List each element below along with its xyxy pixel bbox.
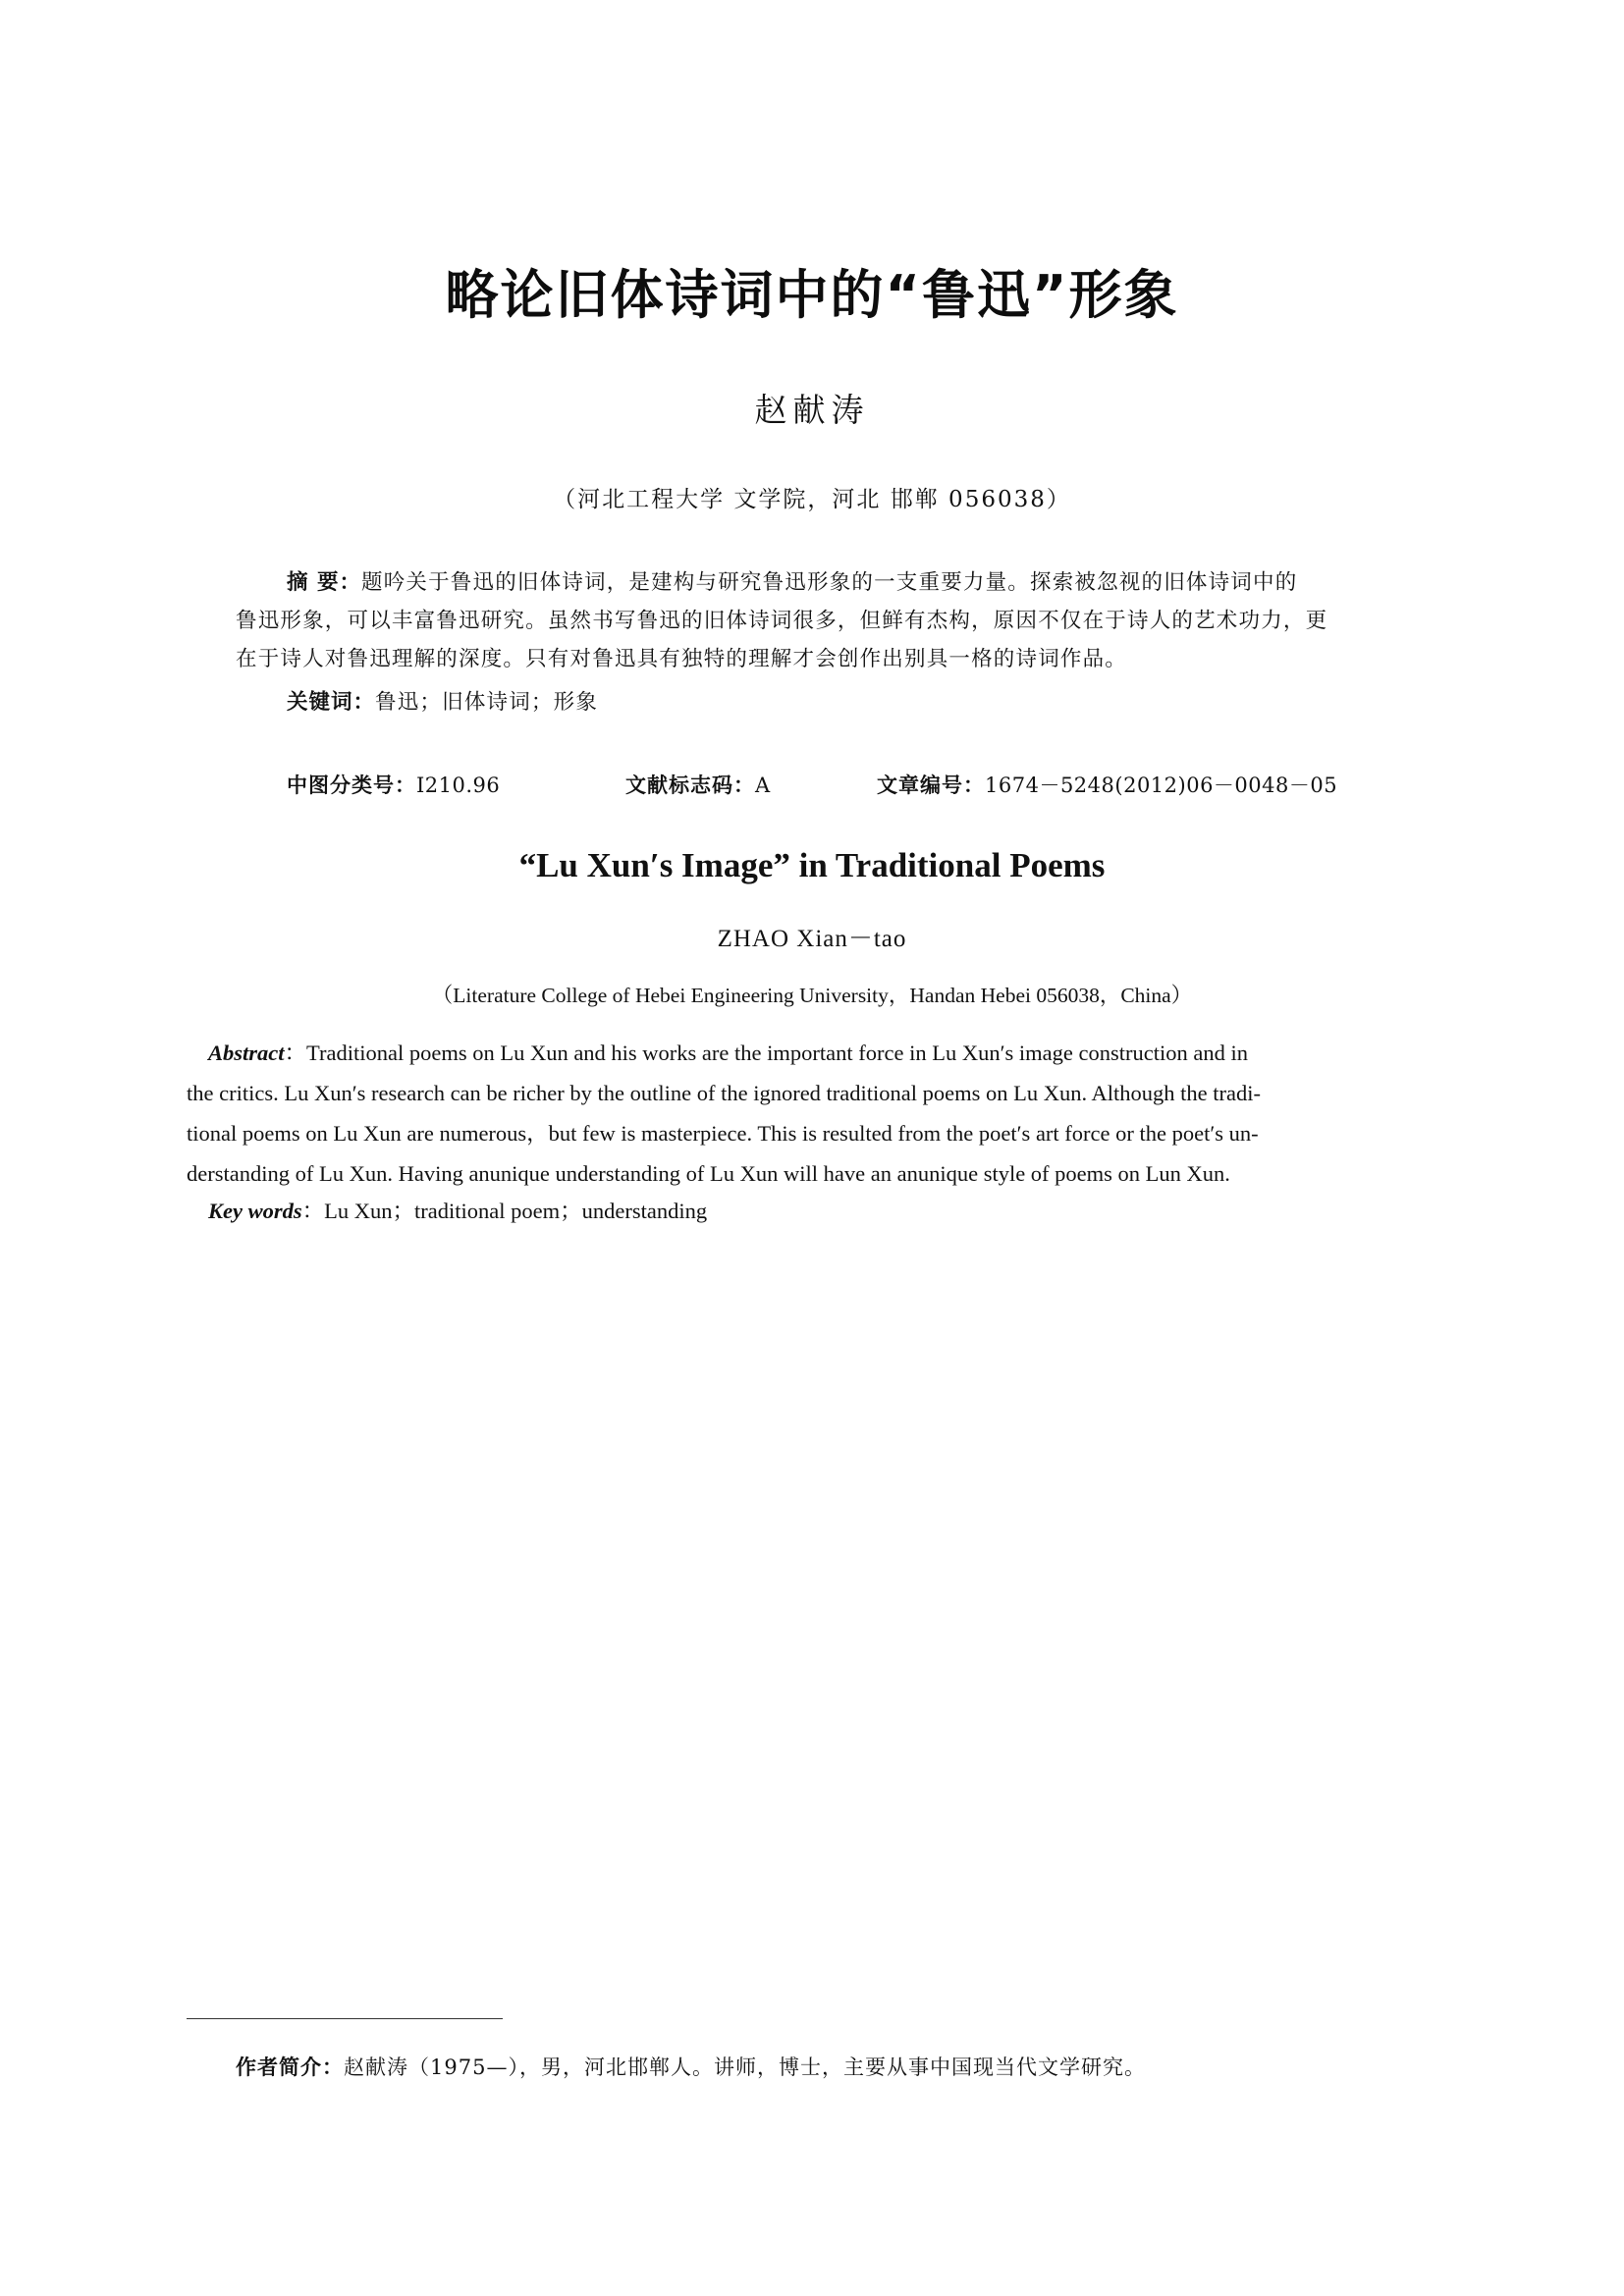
classification-number <box>287 770 500 799</box>
affiliation-cn: （河北工程大学 文学院，河北 邯郸 056038） <box>553 487 1071 512</box>
author-bio-label: 作者简介： <box>236 2056 344 2079</box>
classification-value: I210.96 <box>416 774 501 797</box>
article-number-value: 1674－5248(2012)06－0048－05 <box>985 774 1338 797</box>
abstract-en-line-3: tional poems on Lu Xun are numerous，but few is masterpiece. This is resulted from the poet′s art force or the poet′s un- <box>187 1121 1259 1146</box>
keywords-en-text: Lu Xun；traditional poem；understanding <box>324 1199 708 1223</box>
abstract-cn-line-2: 鲁迅形象，可以丰富鲁迅研究。虽然书写鲁迅的旧体诗词很多，但鲜有杰构，原因不仅在于诗人的艺术功力，更 <box>236 609 1328 633</box>
keywords-cn-label: 关键词： <box>287 690 376 715</box>
keywords-en-sep: ： <box>301 1199 325 1223</box>
author-name-cn: 赵献涛 <box>754 391 870 429</box>
abstract-en-label: Abstract <box>208 1041 285 1065</box>
article-number <box>877 770 1337 799</box>
author-bio-text: 赵献涛（1975—），男，河北邯郸人。讲师，博士，主要从事中国现当代文学研究。 <box>344 2056 1146 2079</box>
abstract-en-line-1 <box>187 1033 1457 1073</box>
abstract-cn <box>236 563 1410 678</box>
document-code-label: 文献标志码： <box>625 774 755 797</box>
paper-title-cn: 略论旧体诗词中的“鲁迅”形象 <box>445 264 1179 326</box>
abstract-en-line-4: derstanding of Lu Xun. Having anunique understanding of Lu Xun will have an anunique style of poems on Lun Xun. <box>187 1161 1230 1186</box>
document-code-value: A <box>755 774 771 797</box>
document-code <box>625 770 771 799</box>
abstract-cn-line-1 <box>236 563 1410 602</box>
abstract-cn-text-1: 题吟关于鲁迅的旧体诗词，是建构与研究鲁迅形象的一支重要力量。探索被忽视的旧体诗词中的 <box>361 570 1298 595</box>
footnote-divider <box>187 2018 503 2019</box>
abstract-cn-label: 摘 要： <box>287 570 361 595</box>
abstract-en-text-1: Traditional poems on Lu Xun and his works are the important force in Lu Xun′s image construction and in <box>306 1041 1248 1065</box>
abstract-en <box>187 1033 1457 1194</box>
abstract-en-line-2: the critics. Lu Xun′s research can be richer by the outline of the ignored traditional poems on Lu Xun. Although the tradi- <box>187 1081 1261 1105</box>
keywords-en-label: Key words <box>208 1199 302 1223</box>
author-name-en: ZHAO Xian－tao <box>717 926 907 952</box>
affiliation-en: （Literature College of Hebei Engineering University，Handan Hebei 056038，China） <box>431 984 1193 1007</box>
author-bio-footnote <box>236 2052 1146 2081</box>
classification-label: 中图分类号： <box>287 774 416 797</box>
abstract-cn-line-3: 在于诗人对鲁迅理解的深度。只有对鲁迅具有独特的理解才会创作出别具一格的诗词作品。 <box>236 647 1128 671</box>
paper-title-en: “Lu Xun′s Image” in Traditional Poems <box>518 846 1106 884</box>
keywords-cn-text: 鲁迅；旧体诗词；形象 <box>375 690 599 715</box>
article-number-label: 文章编号： <box>877 774 985 797</box>
keywords-en <box>208 1194 707 1225</box>
abstract-en-sep: ： <box>284 1041 307 1065</box>
keywords-cn <box>287 685 598 716</box>
